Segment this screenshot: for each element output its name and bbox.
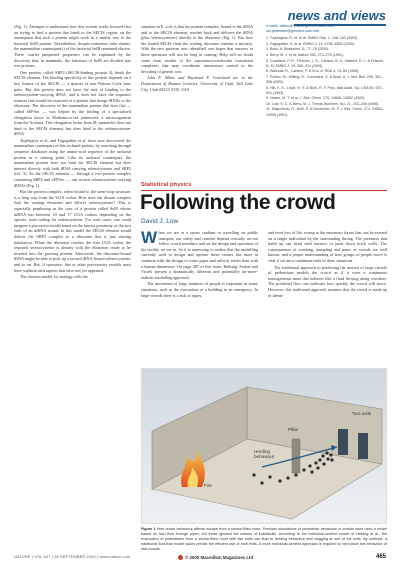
- caption-text: How crowd behaviour affects escape from a smoke-filled room. Previous simulations of pedestrian behaviour in crowds have used a model based on fluid flow through pipes, but these ignored the actions of individuals. According to the individual-centred model of Helbing et al., the evacuation of pedestrians from a smoke-filled room with two exits can lead to herding behaviour and clogging at one of the exits. By contrast, a traditional fluid-flow model would predict the efficient use of both exits. A more individual-centred approach is required to reproduce the behaviour of real crowds.: [141, 527, 388, 551]
- article-author: David J. Low: [141, 218, 179, 225]
- label-herding: Herding behaviour: [254, 449, 275, 459]
- author-affiliation: John F. Atkins and Raymond F. Gesteland are in the Department of Human Genetics, University of Utah, Salt Lake City, Utah 84112-5330, USA.: [141, 75, 253, 92]
- pillar-shape: [292, 439, 300, 473]
- article-paragraph: The movement of large numbers of people is important in many situations, such as the evacuation of a building in an emergency. In large crowds there is a risk of injury,: [141, 281, 258, 298]
- figure-illustration: [141, 368, 387, 524]
- room-illustration: [142, 369, 387, 524]
- copyright-text: © 2000 Macmillan Magazines Ltd: [185, 555, 254, 560]
- label-two-exits: Two exits: [352, 411, 372, 416]
- col1-paragraph: But the protein complex, when bound to the stem-loop structure, is a long way from the UGA codon. How does the distant complex find the waiting ribosome and deliver selenocysteine? This is especially perplexing in the case of a protein called SelP, whose mRNA has between 10 and 17 UGA codons depending on the species, each coding for selenocysteine. For such cases, one could imagine a processive model based on the known proximity of the two ends of an mRNA strand. In this model the SECIS element would deliver the SBP2 complex to a ribosome that is just starting translation. When the ribosome reaches the first UGA codon, the required selenocysteine is already with the ribosome, ready to be inserted into the growing protein. Afterwards, the ribosome-bound tRNA might be able to pick up a second tRNA-bound selenocysteine, and so on. But, if operative, this or other processivity models must have sophisticated aspects that have not yet appeared.: [14, 189, 131, 273]
- column-1: [14, 24, 131, 514]
- article-paragraph: and even loss of life, owing to the enormous forces that can be exerted on a single individual by the surrounding throng. The pressures that build up can bend steel barriers or push down brick walls. The consequences of crushing, trampling and panic in crowds are well known, and a proper understanding of how groups of people move is vital if we are to minimize risks in these situations.: [268, 230, 387, 263]
- caption-label: Figure 1: [141, 527, 156, 531]
- reference-item: 7. Rother, M., Wilting, R., Commans, S. & Bock, A. J. Mol. Biol. 299, 351–358 (2000).: [266, 74, 383, 84]
- col1-paragraph: One protein, called SBP2 (SECIS-binding protein 2), binds the SECIS element. The binding specificity of this protein depends on a key feature of the SECIS — a quartet of non-Watson–Crick base pairs. But this protein does not have the task of binding to the selenocysteine-carrying tRNA, and it does not have the sequence features that would be expected of a protein that brings tRNAs to the ribosome. The discovery of the mammalian protein that does this — called eEFSec — was helped by the finding of a specialized elongation factor in Methanococcus jannaschii, a microorganism from the Archaea. This elongation factor from M. jannaschii does not bind to the SECIS element, but does bind to the selenocysteine-tRNA.: [14, 69, 131, 137]
- col2-paragraph: situation in E. coli, is that the protein complex, bound to the tRNA and to the SECIS element, reaches back and delivers the tRNA (plus selenocysteine) directly to the ribosome (Fig. 1). But how the loaded SECIS finds the waiting ribosome remains a mystery. With the new proteins now identified, one hopes that answers to these questions will not be long in coming. Help will no doubt come from studies of the supramacro-molecular translation complexes that may coordinate interactions central to the decoding of genetic text.: [141, 24, 253, 74]
- article-lead-paragraph: [141, 230, 258, 280]
- label-fire: Fire: [204, 483, 212, 488]
- drop-cap: W: [141, 230, 158, 247]
- reference-item: 3. Bock, A. Biofactors 11, 77–78 (2000).: [266, 47, 330, 52]
- col1-paragraph: Tujebajeva et al. and Fagegaltier et al. have now discovered the mammalian counterpart of this archaeal protein, by searching through sequence databases using the amino-acid sequence of the archaeal protein as a starting point. Like its archaeal counterpart, the mammalian protein does not bind the SECIS element but does interact directly with both tRNA carrying selenocysteine and SBP2 (ref. 3). So the SECIS element — through a two-protein complex containing SBP2 and eEFSec — can recruit selenocysteine-carrying tRNAs (Fig. 1).: [14, 137, 131, 188]
- column-2: [141, 24, 253, 179]
- exit-door-2: [358, 433, 368, 459]
- reference-item: 10. Low, S. C. & Berry, M. J. Trends Biochem. Sci. 21, 203–208 (1996).: [266, 101, 380, 106]
- col1-paragraph: The obvious model, by analogy with the: [20, 274, 88, 280]
- figure-caption: [141, 527, 387, 552]
- reference-item: 9. Nasim, M. T. et al. J. Biol. Chem. 275, 14846–14852 (2000).: [266, 96, 366, 101]
- lead-text: hen we are at a sports stadium or travelling on public transport, our safety and comfort depend crucially on our fellow crowd members and on the design and operation of the facility we are in. So it is unnerving to realize that the modelling currently used to design and operate these venues has more in common with the design of water pipes and railway tracks than with a human dimension. On page 487 of this issue, Helbing, Farkas and Vicsek present a dramatically different and potentially far-more-realistic modelling approach.: [141, 230, 258, 280]
- article-column-2: [268, 230, 387, 364]
- label-pillar: Pillar: [288, 427, 299, 432]
- reference-list: [266, 24, 386, 179]
- footer-copyright: [178, 555, 253, 560]
- exit-door-1: [338, 429, 348, 455]
- article-kicker: Statistical physics: [141, 182, 192, 188]
- reference-item: 4. Berry, M. J. et al. Nature 353, 273–276 (1991).: [266, 52, 345, 57]
- col1-paragraph: (Fig. 1). Attempts to understand how this system works focused first on trying to find a protein that binds to the SECIS region, on the assumption that such a protein might work in a similar way to the bacterial SelB protein. Nevertheless, despite numerous false alarms, the mammalian counterpart(s) of the bacterial SelB remained elusive. These 'scarlet pimpernel' properties can be explained by the discovery that, in mammals, the functions of SelB are divided into two proteins.: [14, 24, 131, 69]
- section-header: news and views: [287, 8, 386, 23]
- reference-item: 5. Copeland, P. R., Fletcher, J. E., Carlson, B. A., Hatfield, D. L. & Driscoll, D. M. EMBO J. 19, 306–314 (2000).: [266, 58, 384, 68]
- article-title: Following the crowd: [140, 191, 336, 214]
- page-number: 465: [375, 554, 386, 560]
- article-column-1: [141, 230, 258, 364]
- publisher-logo-icon: [178, 555, 183, 560]
- reference-item: 11. Stapulionis, R., Kolli, S. & Deutscher, M. P. J. Biol. Chem. 274, 24903–24908 (1997).: [266, 107, 384, 117]
- reference-item: 8. Hill, K. E., Lloyd, R. S. & Burk, R. F. Proc. Natl Acad. Sci. USA 90, 537–541 (1993).: [266, 85, 384, 95]
- reference-item: 1. Tujebajeva, R. M. et al. EMBO Rep. 1, 158–163 (2000).: [266, 36, 359, 41]
- reference-item: 2. Fagegaltier, D. et al. EMBO J. 19, 4796–4805 (2000).: [266, 41, 355, 46]
- author-email[interactable]: e-mails: atkins@howard.genetics.utah.edu; ray.gesteland@genetics.utah.edu: [266, 24, 335, 34]
- reference-item: 6. Walczak, R., Carbon, P. & Krol, A. RNA 4, 74–84 (1998).: [266, 69, 360, 74]
- footer-journal: NATURE | VOL 407 | 28 SEPTEMBER 2000 | www.nature.com: [14, 555, 131, 559]
- article-paragraph: The traditional approach to predicting the motion of large crowds of pedestrians models the crowd as if it were a continuous homogeneous mass that behaves like a fluid flowing along corridors. The predicted flow rate indicates how quickly the crowd will move. However, this traditional approach assumes that the crowd is made up of identi-: [268, 264, 387, 298]
